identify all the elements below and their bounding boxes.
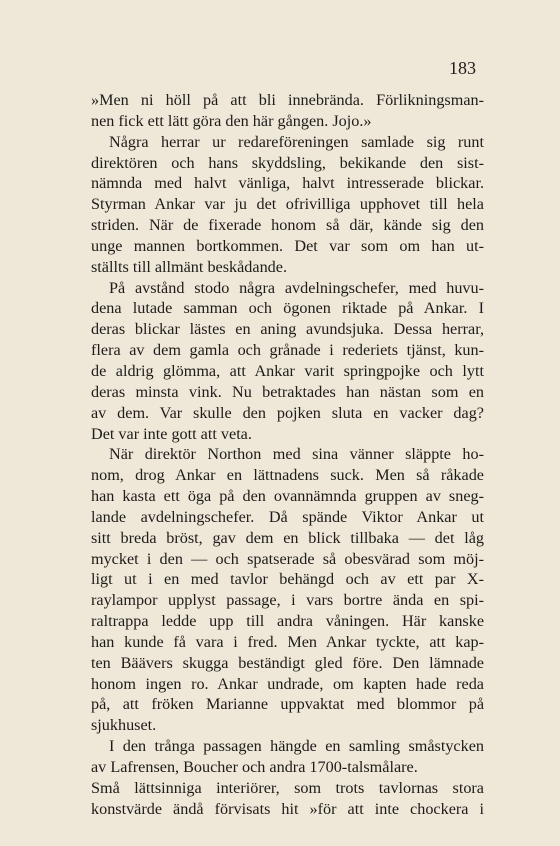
text-line: Några herrar ur redareföreningen samlade sig runt [109,132,484,151]
text-line: sjukhuset. [91,716,157,735]
text-line: Styrman Ankar var ju det ofrivilliga upphovet till hela [91,195,484,214]
text-line: av dem. Var skulle den pojken sluta en vacker dag? [91,403,484,422]
text-line: dena lutade samman och ögonen riktade på Ankar. I [91,299,484,318]
text-line: på, att fröken Marianne uppvaktat med blommor på [91,695,484,714]
text-line: han kasta ett öga på den ovannämnda gruppen av sneg- [91,487,484,506]
text-line: deras minsta vink. Nu betraktades han nästan som en [91,382,484,401]
text-line: raltrappa ledde upp till andra våningen. Här kanske [91,612,484,631]
text-line: deras blickar lästes en aning avundsjuka. Dessa herrar, [91,320,484,339]
text-line: nämnda med halvt vänliga, halvt intresserade blickar. [91,174,484,193]
text-line: striden. När de fixerade honom så där, kände sig den [91,216,484,235]
text-line: Det var inte gott att veta. [91,424,252,443]
text-line: ligt ut i en med tavlor behängd och av ett par X- [91,570,484,589]
text-line: Små lättsinniga interiörer, som trots tavlornas stora [91,778,484,797]
text-line: nen fick ett lätt göra den här gången. Jojo.» [91,111,372,130]
text-line: nom, drog Ankar en lättnadens suck. Men så råkade [91,466,484,485]
text-line: konstvärde ändå förvisats hit »för att inte chockera i [91,799,484,818]
text-line: han kunde få vara i fred. Men Ankar tyckte, att kap- [91,632,484,651]
text-line: mycket i den — och spatserade så obesvärad som möj- [91,549,484,568]
text-line: När direktör Northon med sina vänner släppte ho- [109,445,484,464]
page-number: 183 [449,58,476,78]
text-line: raylampor upplyst passage, i vars bortre ända en spi- [91,591,484,610]
text-line: flera av dem gamla och grånade i rederiets tjänst, kun- [91,341,484,360]
text-line: av Lafrensen, Boucher och andra 1700-talsmålare. [91,758,418,776]
text-line: de aldrig glömma, att Ankar varit springpojke och lytt [91,361,484,380]
text-line: I den trånga passagen hängde en samling småstycken [109,737,484,756]
text-line: unge mannen bortkommen. Det var som om han ut- [91,236,484,255]
text-line: sitt breda bröst, gav dem en blick tillbaka — det låg [91,528,484,547]
text-line: direktören och hans skyddsling, bekikande den sist- [91,153,484,172]
text-line: På avstånd stodo några avdelningschefer, med huvu- [109,278,484,297]
text-line: honom ingen ro. Ankar undrade, om kapten hade reda [91,674,484,693]
body-text [91,90,484,820]
text-line: lande avdelningschefer. Då spände Viktor Ankar ut [91,507,484,526]
text-line: ten Bäävers skugga beständigt gled före. Den lämnade [91,653,484,672]
text-line: »Men ni höll på att bli innebrända. Förlikningsman- [91,91,484,109]
text-line: ställts till allmänt beskådande. [91,257,288,276]
